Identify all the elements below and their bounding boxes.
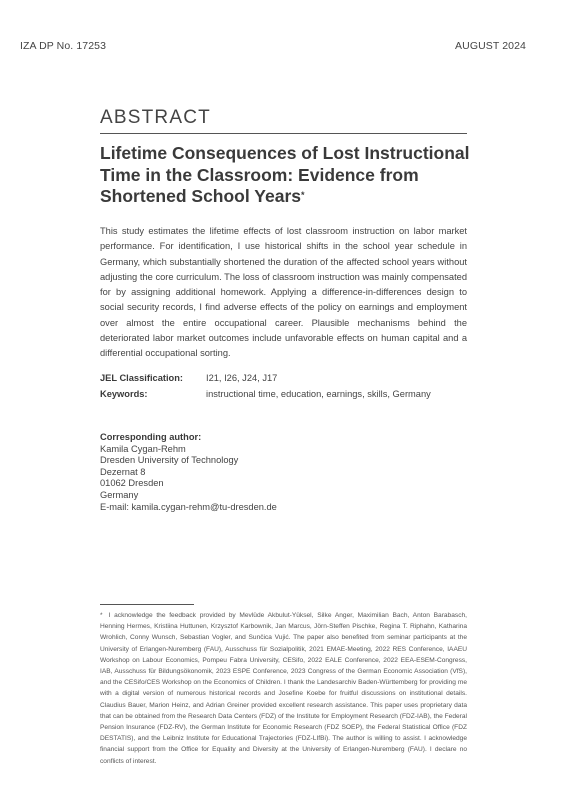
title-footnote-marker: * xyxy=(301,190,305,200)
paper-title xyxy=(100,143,480,208)
jel-value: I21, I26, J24, J17 xyxy=(206,373,278,383)
section-divider xyxy=(100,133,467,134)
author-country: Germany xyxy=(100,489,139,500)
footnote-text: I acknowledge the feedback provided by Mevlüde Akbulut-Yüksel, Silke Anger, Maximilian Bach, Anton Barabasch, Henning Hermes, Kristiina Huttunen, Krzysztof Karbownik, Jan Marcus, Jörn-Steffen Pischke, Regina T. Riphahn, Katharina Wrohlich, Conny Wunsch, Sebastian Vogler, and Sunčica Vujić. The paper also benefited from seminar participants at the University of Erlangen-Nuremberg (FAU), Ausschuss für Sozialpolitik, 2021 EMAE-Meeting, 2022 RES Conference, IAAEU Workshop on Labour Economics, Pompeu Fabra University, CESifo, 2022 EALE Conference, 2022 EEA-ESEM-Congress, IAB, Ausschuss für Bildungsökonomik, 2023 ESPE Conference, 2023 Congress of the German Economic Association (VfS), and the CESifo/CES Workshop on the Economics of Children. I thank the Landesarchiv Baden-Württemberg for providing me with a digital version of numerous historical records and Josefine Koebe for fruitful discussions on institutional details. Claudius Bauer, Marion Heinz, and Adrian Greiner provided excellent research assistance. This paper uses proprietary data that can be obtained from the Research Data Centers (FDZ) of the Institute for Employment Research (FDZ-IAB), the Federal Pension Insurance (FDZ-RV), the German Institute for Economic Research (FDZ SOEP), the Federal Statistical Office (FDZ DESTATIS), and the Leibniz Institute for Educational Trajectories (FDZ-LIfBi). The author is willing to assist. I acknowledge financial support from the Office for Equality and Diversity at the University of Erlangen-Nuremberg (FAU). I declare no conflicts of interest. xyxy=(100,612,467,765)
author-name: Kamila Cygan-Rehm xyxy=(100,443,186,454)
author-email: E-mail: kamila.cygan-rehm@tu-dresden.de xyxy=(100,501,277,512)
corresponding-author-label: Corresponding author: xyxy=(100,432,202,442)
footnote-marker: * xyxy=(100,612,103,619)
abstract-text: This study estimates the lifetime effects of lost classroom instruction on labor market performance. For identification, I use historical shifts in the school year schedule in Germany, which substantially shortened the duration of the affected school years without adjusting the core curriculum. The loss of classroom instruction was mainly compensated for by assigning additional homework. Applying a difference-in-differences design to social security records, I find adverse effects of the policy on earnings and employment over almost the entire occupational career. Plausible mechanisms behind the deteriorated labor market outcomes include unfavorable effects on human capital and a differential occupational sorting. xyxy=(100,226,467,359)
footnote-divider xyxy=(100,604,194,605)
corresponding-author-block xyxy=(100,432,277,513)
author-city: 01062 Dresden xyxy=(100,478,164,489)
author-street: Dezernat 8 xyxy=(100,466,146,477)
paper-series-number: IZA DP No. 17253 xyxy=(20,40,107,52)
section-title: ABSTRACT xyxy=(100,107,211,128)
paper-date: AUGUST 2024 xyxy=(455,40,526,52)
footnote xyxy=(100,610,467,767)
keywords-label: Keywords: xyxy=(100,389,148,399)
jel-label: JEL Classification: xyxy=(100,373,184,383)
author-institution: Dresden University of Technology xyxy=(100,455,239,466)
paper-title-text: Lifetime Consequences of Lost Instructional Time in the Classroom: Evidence from Shortened School Years xyxy=(100,143,470,206)
keywords-value: instructional time, education, earnings, skills, Germany xyxy=(206,389,431,399)
